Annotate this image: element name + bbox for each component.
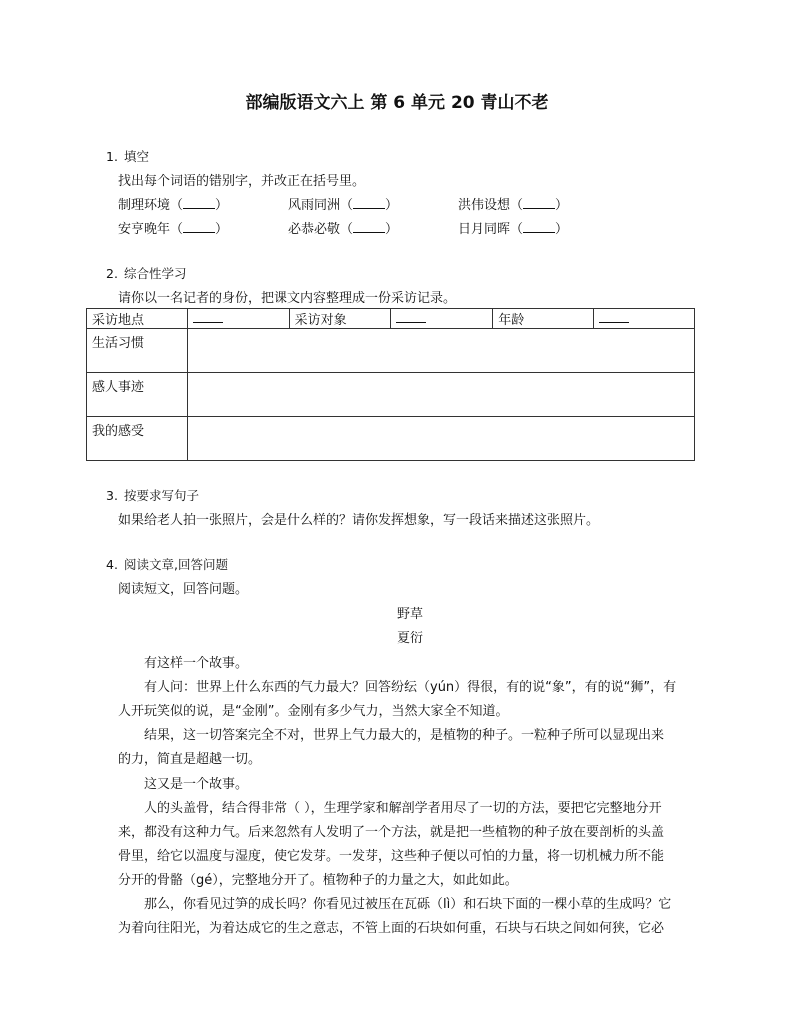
q1-item: 风雨同洲（ ） — [288, 198, 399, 213]
q4-heading-text: 阅读文章,回答问题 — [124, 557, 228, 572]
q3-heading — [106, 486, 199, 504]
age-field[interactable] — [594, 309, 695, 329]
interview-table — [86, 308, 695, 461]
passage-line: 的力，简直是超越一切。 — [118, 752, 262, 767]
q1-instruction: 找出每个词语的错别字，并改正在括号里。 — [118, 174, 366, 189]
q2-instruction: 请你以一名记者的身份，把课文内容整理成一份采访记录。 — [118, 291, 457, 306]
answer-blank[interactable] — [523, 197, 555, 209]
habits-label: 生活习惯 — [87, 329, 188, 373]
passage-line: 分开的骨骼（gé），完整地分开了。植物种子的力量之大，如此如此。 — [118, 873, 518, 888]
q4-instruction: 阅读短文，回答问题。 — [118, 582, 249, 597]
person-label: 采访对象 — [289, 309, 391, 329]
passage-author: 夏衍 — [396, 631, 423, 646]
q2-heading-text: 综合性学习 — [124, 266, 187, 281]
q4-number: 4. — [106, 557, 118, 572]
answer-blank[interactable] — [523, 221, 555, 233]
age-label: 年龄 — [493, 309, 594, 329]
passage-line: 为着向往阳光，为着达成它的生之意志，不管上面的石块如何重，石块与石块之间如何狭，它必 — [118, 921, 665, 936]
answer-blank[interactable] — [183, 197, 215, 209]
feelings-field[interactable] — [187, 417, 694, 461]
passage-line: 有人问：世界上什么东西的气力最大？回答纷纭（yún）得很，有的说“象”，有的说“狮”，有 — [144, 680, 677, 695]
page-title: 部编版语文六上 第 6 单元 20 青山不老 — [245, 93, 549, 113]
passage-line: 骨里，给它以温度与湿度，使它发芽。一发芽，这些种子便以可怕的力量，将一切机械力所不能 — [118, 849, 665, 864]
q4-heading — [106, 555, 228, 573]
answer-blank[interactable] — [353, 197, 385, 209]
q2-heading — [106, 264, 187, 282]
q2-number: 2. — [106, 266, 118, 281]
passage-line: 来，都没有这种力气。后来忽然有人发明了一个方法，就是把一些植物的种子放在要剖析的头盖 — [118, 825, 665, 840]
answer-blank[interactable] — [183, 221, 215, 233]
q1-heading — [106, 147, 149, 165]
passage-line: 人开玩笑似的说，是“金刚”。金刚有多少气力，当然大家全不知道。 — [118, 704, 509, 719]
place-label: 采访地点 — [87, 309, 188, 329]
answer-blank[interactable] — [353, 221, 385, 233]
passage-title: 野草 — [396, 607, 423, 622]
q1-item: 制理环境（ ） — [118, 198, 229, 213]
q1-heading-text: 填空 — [124, 149, 150, 164]
q3-instruction: 如果给老人拍一张照片，会是什么样的？请你发挥想象，写一段话来描述这张照片。 — [118, 513, 600, 528]
q1-number: 1. — [106, 149, 118, 164]
q1-item: 安亨晚年（ ） — [118, 222, 229, 237]
passage-line: 这又是一个故事。 — [144, 777, 249, 792]
person-field[interactable] — [391, 309, 493, 329]
q1-item: 必恭必敬（ ） — [288, 222, 399, 237]
q3-number: 3. — [106, 488, 118, 503]
habits-field[interactable] — [187, 329, 694, 373]
feelings-label: 我的感受 — [87, 417, 188, 461]
deeds-label: 感人事迹 — [87, 373, 188, 417]
q3-heading-text: 按要求写句子 — [124, 488, 200, 503]
q1-item: 洪伟设想（ ） — [458, 198, 569, 213]
passage-line: 有这样一个故事。 — [144, 656, 249, 671]
passage-line: 人的头盖骨，结合得非常（ ），生理学家和解剖学者用尽了一切的方法，要把它完整地分开 — [144, 801, 662, 816]
passage-line: 那么，你看见过笋的成长吗？你看见过被压在瓦砾（lì）和石块下面的一棵小草的生成吗？它 — [144, 897, 672, 912]
deeds-field[interactable] — [187, 373, 694, 417]
q1-item: 日月同晖（ ） — [458, 222, 569, 237]
passage-line: 结果，这一切答案完全不对，世界上气力最大的，是植物的种子。一粒种子所可以显现出来 — [144, 728, 665, 743]
place-field[interactable] — [187, 309, 289, 329]
